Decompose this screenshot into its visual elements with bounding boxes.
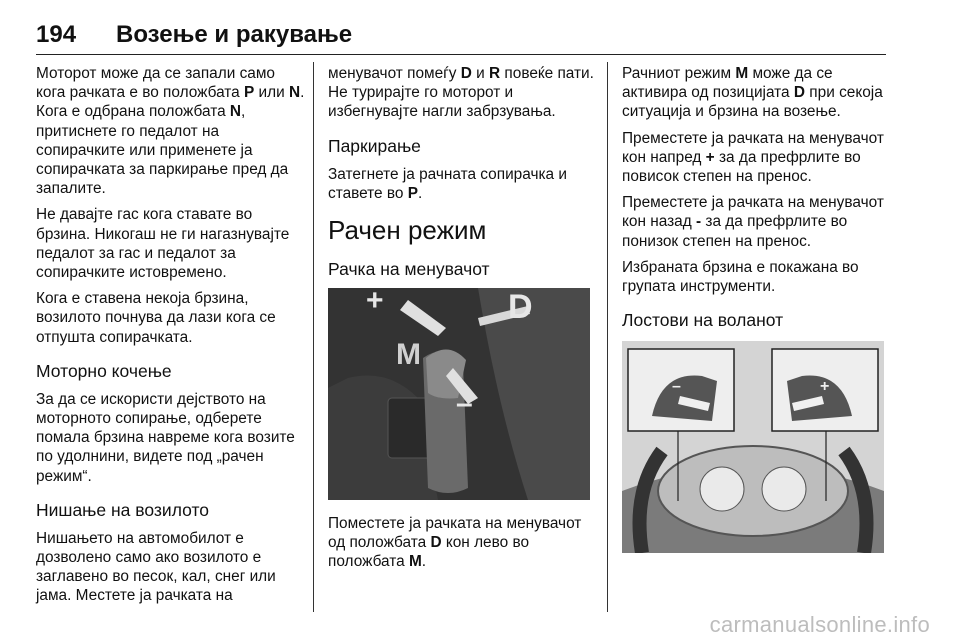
lever-plus-label: + — [366, 288, 384, 318]
subsection-heading-lever: Рачка на менувачот — [328, 259, 490, 280]
steering-paddles-illustration — [622, 341, 884, 553]
paragraph: Рачниот режим M може да се активира од позицијата D при секоја ситуација и брзина на возење. — [622, 65, 883, 121]
paragraph: Моторот може да се запали само кога рачката е во положбата P или N. Кога е одбрана положбата N, притиснете го педалот на сопирачките или применете ја сопирачката за паркирање пред да запалите. — [36, 65, 305, 198]
column-right — [622, 64, 884, 553]
paragraph: Преместете ја рачката на менувачот кон напред + за да префрлите во повисок степен на пренос. — [622, 129, 884, 186]
paragraph: Преместете ја рачката на менувачот кон назад - за да префрлите во понизок степен на пренос. — [622, 194, 884, 250]
page-number: 194 — [36, 21, 77, 48]
column-divider — [313, 62, 314, 612]
gear-lever-illustration — [328, 288, 590, 500]
paragraph: менувачот помеѓу D и R повеќе пати. Не турирајте го моторот и избегнувајте нагли забрзувања. — [328, 65, 594, 121]
lever-minus-label: – — [456, 387, 473, 421]
lever-m-label: M — [396, 338, 421, 372]
section-heading-rocking: Нишање на возилото — [36, 499, 210, 520]
paragraph: Не давајте гас кога ставате во брзина. Никогаш не ги нагазнувајте педалот за гас и педалот за сопирачките истовремено. — [36, 206, 290, 282]
column-divider — [607, 62, 608, 612]
lever-d-label: D — [508, 288, 533, 327]
chapter-title: Возење и ракување — [116, 21, 353, 48]
page-header — [36, 18, 886, 55]
paragraph: Поместете ја рачката на менувачот од положбата D кон лево во положбата M. — [328, 515, 582, 571]
paddle-plus-label: + — [820, 378, 830, 396]
watermark: carmanualsonline.info — [709, 612, 930, 637]
section-heading-paddles: Лостови на воланот — [622, 310, 784, 331]
column-left — [36, 64, 306, 613]
paragraph: Кога е ставена некоја брзина, возилото почнува да лази кога се отпушта сопирачката. — [36, 290, 276, 346]
column-middle — [328, 64, 598, 579]
paragraph: Затегнете ја рачната сопирачка и ставете во P. — [328, 165, 567, 202]
section-heading-parking: Паркирање — [328, 135, 421, 156]
paddle-minus-label: – — [672, 378, 681, 396]
paragraph: Избраната брзина е покажана во групата инструменти. — [622, 258, 859, 296]
paragraph: За да се искористи дејството на моторното сопирање, одберете помала брзина навреме кога возите по удолнини, видете под „рачен режим“. — [36, 390, 295, 485]
section-heading-manual-mode: Рачен режим — [328, 215, 487, 246]
section-heading-engine-brake: Моторно кочење — [36, 360, 172, 381]
paragraph: Нишањето на автомобилот е дозволено само ако возилото е заглавено во песок, кал, снег или јама. Местете ја рачката на — [36, 529, 276, 605]
